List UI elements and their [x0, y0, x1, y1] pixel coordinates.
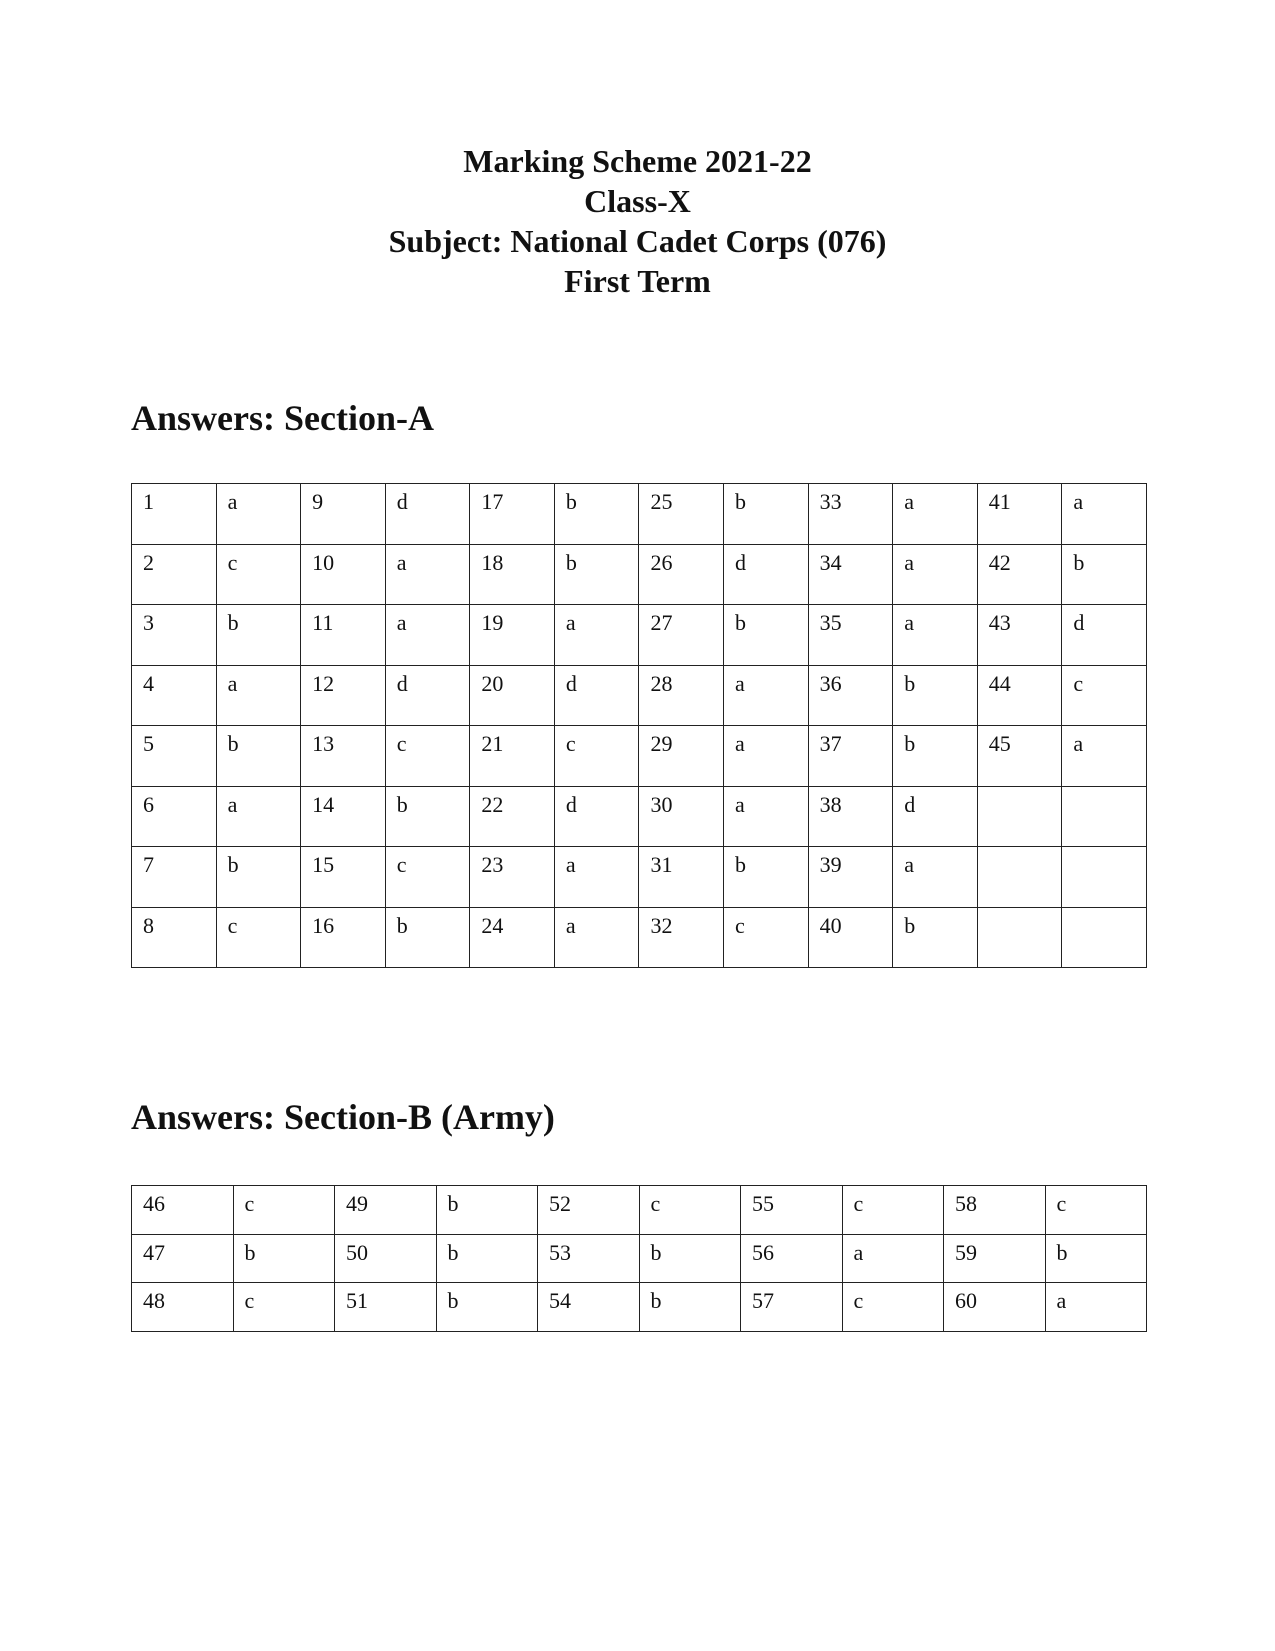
- question-number-cell: 2: [132, 544, 217, 605]
- question-number-cell: 43: [977, 605, 1062, 666]
- answer-option-cell: a: [893, 484, 978, 545]
- answer-row: [132, 605, 1147, 666]
- answer-option-cell: d: [893, 786, 978, 847]
- question-number-cell: 50: [335, 1234, 437, 1283]
- question-number-cell: 57: [741, 1283, 843, 1332]
- question-number-cell: 46: [132, 1186, 234, 1235]
- answer-option-cell: a: [893, 544, 978, 605]
- answer-option-cell: b: [216, 847, 301, 908]
- answer-option-cell: c: [1062, 665, 1147, 726]
- answer-row: [132, 544, 1147, 605]
- section-b-heading: Answers: Section-B (Army): [131, 1097, 555, 1137]
- answer-option-cell: a: [216, 484, 301, 545]
- answer-option-cell: b: [436, 1186, 538, 1235]
- question-number-cell: 30: [639, 786, 724, 847]
- answer-option-cell: a: [216, 665, 301, 726]
- question-number-cell: 45: [977, 726, 1062, 787]
- answer-option-cell: b: [233, 1234, 335, 1283]
- question-number-cell: 24: [470, 907, 555, 968]
- question-number-cell: 4: [132, 665, 217, 726]
- question-number-cell: 32: [639, 907, 724, 968]
- answer-option-cell: b: [385, 907, 470, 968]
- question-number-cell: 11: [301, 605, 386, 666]
- answer-option-cell: b: [1062, 544, 1147, 605]
- question-number-cell: 17: [470, 484, 555, 545]
- answer-option-cell: c: [216, 907, 301, 968]
- question-number-cell: [977, 786, 1062, 847]
- answer-option-cell: d: [385, 484, 470, 545]
- question-number-cell: 20: [470, 665, 555, 726]
- section-a-heading: Answers: Section-A: [131, 398, 434, 438]
- answer-row: [132, 786, 1147, 847]
- answer-option-cell: b: [1045, 1234, 1147, 1283]
- question-number-cell: 51: [335, 1283, 437, 1332]
- question-number-cell: 23: [470, 847, 555, 908]
- answer-option-cell: a: [893, 847, 978, 908]
- answer-option-cell: c: [842, 1186, 944, 1235]
- question-number-cell: 35: [808, 605, 893, 666]
- answer-option-cell: c: [233, 1186, 335, 1235]
- answer-option-cell: a: [554, 847, 639, 908]
- answer-row: [132, 1186, 1147, 1235]
- answer-option-cell: b: [639, 1234, 741, 1283]
- answer-option-cell: a: [893, 605, 978, 666]
- title-term: First Term: [564, 263, 711, 299]
- answer-option-cell: b: [639, 1283, 741, 1332]
- answer-option-cell: a: [385, 544, 470, 605]
- answer-option-cell: d: [554, 665, 639, 726]
- answer-option-cell: c: [724, 907, 809, 968]
- question-number-cell: 9: [301, 484, 386, 545]
- answer-option-cell: c: [216, 544, 301, 605]
- question-number-cell: 48: [132, 1283, 234, 1332]
- answer-option-cell: b: [724, 484, 809, 545]
- question-number-cell: 54: [538, 1283, 640, 1332]
- answer-option-cell: a: [724, 726, 809, 787]
- question-number-cell: 7: [132, 847, 217, 908]
- answer-option-cell: b: [385, 786, 470, 847]
- answer-option-cell: a: [1045, 1283, 1147, 1332]
- answer-option-cell: c: [1045, 1186, 1147, 1235]
- title-subject: Subject: National Cadet Corps (076): [388, 223, 887, 259]
- question-number-cell: 15: [301, 847, 386, 908]
- answer-option-cell: b: [216, 605, 301, 666]
- answer-option-cell: b: [724, 605, 809, 666]
- question-number-cell: 13: [301, 726, 386, 787]
- answer-option-cell: a: [842, 1234, 944, 1283]
- answer-row: [132, 907, 1147, 968]
- question-number-cell: 52: [538, 1186, 640, 1235]
- question-number-cell: 47: [132, 1234, 234, 1283]
- answer-option-cell: a: [724, 786, 809, 847]
- answer-option-cell: b: [893, 665, 978, 726]
- question-number-cell: 41: [977, 484, 1062, 545]
- answer-option-cell: a: [554, 605, 639, 666]
- question-number-cell: 38: [808, 786, 893, 847]
- question-number-cell: 12: [301, 665, 386, 726]
- question-number-cell: 19: [470, 605, 555, 666]
- answer-row: [132, 847, 1147, 908]
- answer-option-cell: b: [893, 907, 978, 968]
- answer-option-cell: a: [216, 786, 301, 847]
- answer-option-cell: c: [385, 726, 470, 787]
- question-number-cell: 37: [808, 726, 893, 787]
- answer-option-cell: b: [436, 1234, 538, 1283]
- answer-option-cell: c: [554, 726, 639, 787]
- question-number-cell: 14: [301, 786, 386, 847]
- question-number-cell: 28: [639, 665, 724, 726]
- document-title: [0, 141, 1275, 301]
- question-number-cell: 40: [808, 907, 893, 968]
- answer-option-cell: a: [1062, 484, 1147, 545]
- question-number-cell: 16: [301, 907, 386, 968]
- answer-option-cell: a: [554, 907, 639, 968]
- answer-option-cell: b: [554, 544, 639, 605]
- answer-option-cell: c: [233, 1283, 335, 1332]
- answer-option-cell: c: [842, 1283, 944, 1332]
- question-number-cell: 8: [132, 907, 217, 968]
- question-number-cell: 33: [808, 484, 893, 545]
- question-number-cell: 44: [977, 665, 1062, 726]
- question-number-cell: 59: [944, 1234, 1046, 1283]
- answer-row: [132, 1234, 1147, 1283]
- answer-row: [132, 1283, 1147, 1332]
- question-number-cell: 18: [470, 544, 555, 605]
- answer-option-cell: b: [893, 726, 978, 787]
- title-marking-scheme: Marking Scheme 2021-22: [463, 143, 812, 179]
- question-number-cell: 3: [132, 605, 217, 666]
- question-number-cell: 36: [808, 665, 893, 726]
- answer-option-cell: c: [639, 1186, 741, 1235]
- answer-option-cell: b: [216, 726, 301, 787]
- question-number-cell: [977, 847, 1062, 908]
- answer-row: [132, 484, 1147, 545]
- answer-option-cell: c: [385, 847, 470, 908]
- question-number-cell: 49: [335, 1186, 437, 1235]
- question-number-cell: 29: [639, 726, 724, 787]
- title-class: Class-X: [584, 183, 691, 219]
- question-number-cell: 22: [470, 786, 555, 847]
- question-number-cell: [977, 907, 1062, 968]
- answer-option-cell: b: [436, 1283, 538, 1332]
- question-number-cell: 56: [741, 1234, 843, 1283]
- answer-row: [132, 665, 1147, 726]
- question-number-cell: 25: [639, 484, 724, 545]
- question-number-cell: 55: [741, 1186, 843, 1235]
- question-number-cell: 42: [977, 544, 1062, 605]
- question-number-cell: 60: [944, 1283, 1046, 1332]
- question-number-cell: 53: [538, 1234, 640, 1283]
- answer-option-cell: d: [554, 786, 639, 847]
- question-number-cell: 5: [132, 726, 217, 787]
- answer-option-cell: b: [724, 847, 809, 908]
- section-a-answer-table: [131, 483, 1147, 968]
- answer-option-cell: b: [554, 484, 639, 545]
- answer-option-cell: [1062, 907, 1147, 968]
- question-number-cell: 31: [639, 847, 724, 908]
- question-number-cell: 21: [470, 726, 555, 787]
- question-number-cell: 27: [639, 605, 724, 666]
- answer-row: [132, 726, 1147, 787]
- section-b-answer-table: [131, 1185, 1147, 1332]
- answer-option-cell: [1062, 847, 1147, 908]
- question-number-cell: 6: [132, 786, 217, 847]
- answer-option-cell: a: [385, 605, 470, 666]
- answer-option-cell: d: [724, 544, 809, 605]
- question-number-cell: 10: [301, 544, 386, 605]
- question-number-cell: 34: [808, 544, 893, 605]
- answer-option-cell: [1062, 786, 1147, 847]
- answer-option-cell: d: [385, 665, 470, 726]
- question-number-cell: 58: [944, 1186, 1046, 1235]
- answer-option-cell: d: [1062, 605, 1147, 666]
- question-number-cell: 26: [639, 544, 724, 605]
- question-number-cell: 39: [808, 847, 893, 908]
- answer-option-cell: a: [724, 665, 809, 726]
- question-number-cell: 1: [132, 484, 217, 545]
- answer-option-cell: a: [1062, 726, 1147, 787]
